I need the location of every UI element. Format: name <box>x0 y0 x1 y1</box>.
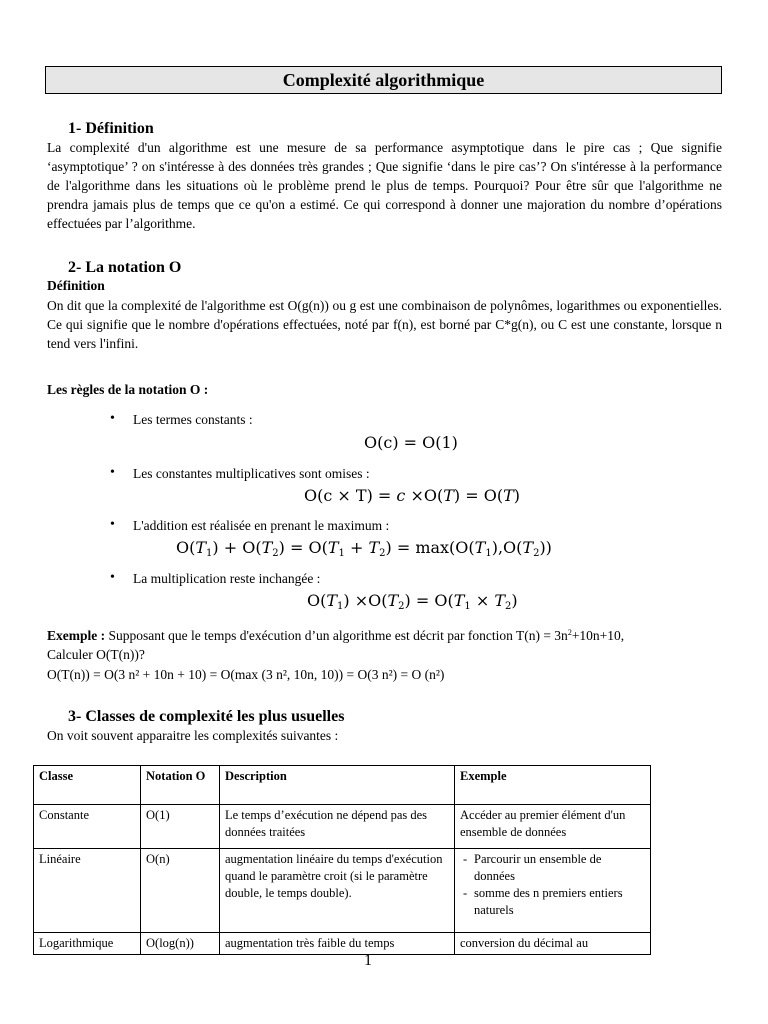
rule-text: Les constantes multiplicatives sont omises : <box>133 466 370 481</box>
page-number: 1 <box>364 952 372 969</box>
complexity-table <box>33 765 651 955</box>
formula-multiplicative: O(c × T) = c ×O(T) = O(T) <box>304 486 520 505</box>
list-item: - Parcourir un ensemble de données <box>460 851 645 885</box>
section-1-text: La complexité d'un algorithme est une mesure de sa performance asymptotique dans le pire cas ; Que signifie ‘asymptotique’ ? on s'intéresse à des données très grandes ; Que signifie ‘dans le pire cas’? On s'intéresse à la performance de l'algorithme dans les situations où le problème prend le plus de temps. Pourquoi? Pour être sûr que l'algorithme ne prendra jamais plus de temps que ce qu'on a estimé. Ce qui correspond à donner une majoration du nombre d’opérations effectuées par l’algorithme. <box>47 140 722 231</box>
example-exponent: 2 <box>567 628 572 637</box>
table-row <box>34 805 651 849</box>
rule-text: L'addition est réalisée en prenant le maximum : <box>133 518 390 533</box>
rule-item <box>110 465 370 482</box>
section-3-heading: 3- Classes de complexité les plus usuelles <box>68 708 345 725</box>
rule-text: La multiplication reste inchangée : <box>133 571 321 586</box>
table-cell: O(1) <box>141 805 220 849</box>
section-3-intro: On voit souvent apparaitre les complexités suivantes : <box>47 728 339 743</box>
section-1-heading: 1- Définition <box>68 120 154 137</box>
table-cell: Le temps d’exécution ne dépend pas des données traitées <box>220 805 455 849</box>
example-question: Calculer O(T(n))? <box>47 647 145 662</box>
bullet-icon: • <box>110 570 115 585</box>
table-header: Notation O <box>141 766 220 805</box>
formula-multiplication: $O(T_1) \times O(T_2) = O(T_1 \times T_2)$ <box>307 591 518 612</box>
formula-addition: $O(T_1) + O(T_2) = O(T_1 + T_2) = \max(O(T_1),O(T_2))$ <box>176 538 552 559</box>
section-2-text: On dit que la complexité de l'algorithme est O(g(n)) ou g est une combinaison de polynômes, logarithmes ou exponentielles. Ce qui signifie que le nombre d'opérations effectuées, noté par f(n), est borné par C*g(n), ou C est une constante, lorsque n tend vers l'infini. <box>47 298 722 351</box>
example-list <box>460 851 645 919</box>
table-header: Description <box>220 766 455 805</box>
bullet-icon: • <box>110 517 115 532</box>
rule-item <box>110 570 321 587</box>
table-cell: O(log(n)) <box>141 933 220 955</box>
table-cell: Constante <box>34 805 141 849</box>
example-text-end: +10n+10, <box>571 628 625 643</box>
table-cell: augmentation linéaire du temps d'exécution quand le paramètre croit (si le paramètre double, le temps double). <box>220 849 455 933</box>
definition-label: Définition <box>47 278 105 293</box>
table-cell: Logarithmique <box>34 933 141 955</box>
page-title: Complexité algorithmique <box>45 66 722 94</box>
formula-constant: O(c) = O(1) <box>364 433 458 452</box>
table-header: Classe <box>34 766 141 805</box>
table-header-row <box>34 766 651 805</box>
table-cell <box>455 849 651 933</box>
example-label: Exemple : <box>47 628 106 643</box>
table-cell: conversion du décimal au <box>455 933 651 955</box>
rule-item <box>110 411 253 428</box>
table-row <box>34 933 651 955</box>
bullet-icon: • <box>110 465 115 480</box>
table-row <box>34 849 651 933</box>
example-line <box>47 628 624 644</box>
rules-label: Les règles de la notation O : <box>47 382 209 397</box>
table-header: Exemple <box>455 766 651 805</box>
section-2-heading: 2- La notation O <box>68 259 182 276</box>
example-text: Supposant que le temps d'exécution d’un algorithme est décrit par fonction T(n) = 3n <box>105 628 568 643</box>
rule-item <box>110 517 390 534</box>
example-result: O(T(n)) = O(3 n² + 10n + 10) = O(max (3 n², 10n, 10)) = O(3 n²) = O (n²) <box>47 667 445 682</box>
table-cell: Linéaire <box>34 849 141 933</box>
list-item: - somme des n premiers entiers naturels <box>460 885 645 919</box>
table-cell: augmentation très faible du temps <box>220 933 455 955</box>
table-cell: Accéder au premier élément d'un ensemble de données <box>455 805 651 849</box>
bullet-icon: • <box>110 411 115 426</box>
table-cell: O(n) <box>141 849 220 933</box>
rule-text: Les termes constants : <box>133 412 253 427</box>
